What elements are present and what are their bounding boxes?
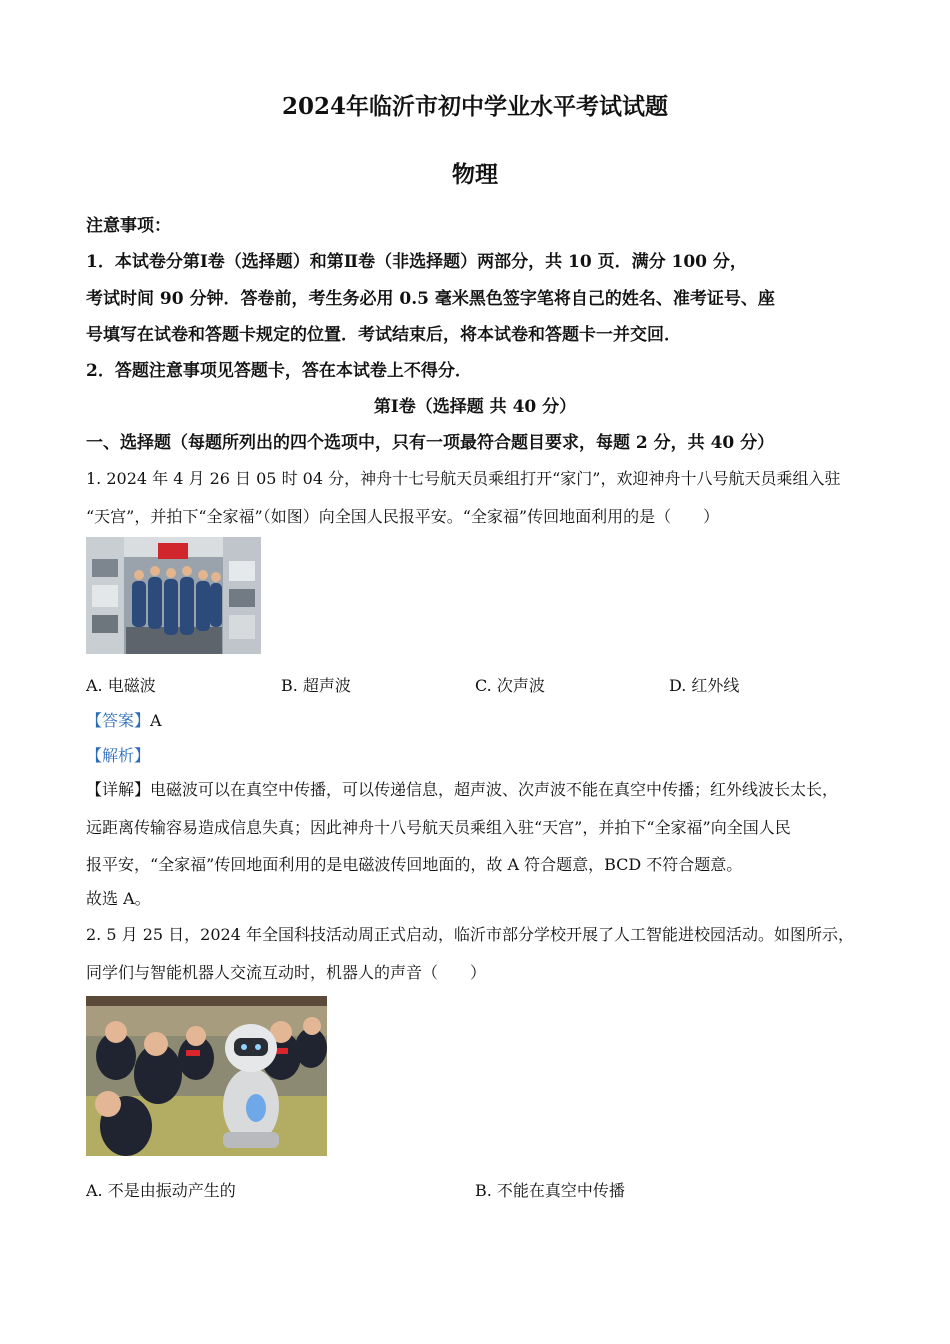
q2-option-b: B. 不能在真空中传播 bbox=[475, 1181, 625, 1200]
detail-text-1: 电磁波可以在真空中传播，可以传递信息，超声波、次声波不能在真空中传播；红外线波长太长， bbox=[150, 780, 839, 799]
q1-option-a: A. 电磁波 bbox=[86, 676, 156, 695]
q2-stem-line-2: 同学们与智能机器人交流互动时，机器人的声音（ ） bbox=[86, 963, 487, 982]
notice-line-1: 1．本试卷分第Ⅰ卷（选择题）和第Ⅱ卷（非选择题）两部分，共 10 页．满分 100 分， bbox=[86, 252, 747, 272]
answer-tag: 【答案】 bbox=[86, 711, 151, 730]
q1-detail-line-2: 远距离传输容易造成信息失真；因此神舟十八号航天员乘组入驻“天宫”，并拍下“全家福”向全国人民 bbox=[86, 818, 791, 837]
notice-line-4: 2．答题注意事项见答题卡，答在本试卷上不得分． bbox=[86, 361, 472, 381]
volume-heading: 第Ⅰ卷（选择题 共 40 分） bbox=[373, 397, 577, 417]
exam-title: 2024年临沂市初中学业水平考试试题 bbox=[281, 93, 668, 120]
q1-detail-line-1 bbox=[86, 777, 838, 800]
q1-stem-line-1: 1. 2024 年 4 月 26 日 05 时 04 分，神舟十七号航天员乘组打开“家门”，欢迎神舟十八号航天员乘组入驻 bbox=[86, 469, 841, 488]
q1-conclusion: 故选 A。 bbox=[86, 889, 151, 908]
detail-tag: 【详解】 bbox=[86, 780, 151, 799]
notice-line-3: 号填写在试卷和答题卡规定的位置．考试结束后，将本试卷和答题卡一并交回． bbox=[86, 325, 681, 345]
answer-value: A bbox=[150, 711, 162, 730]
q2-option-a: A. 不是由振动产生的 bbox=[86, 1181, 236, 1200]
q1-detail-line-3: 报平安，“全家福”传回地面利用的是电磁波传回地面的，故 A 符合题意，BCD 不符合题意。 bbox=[86, 855, 743, 874]
notice-line-2: 考试时间 90 分钟．答卷前，考生务必用 0.5 毫米黑色签字笔将自己的姓名、准考证号、座 bbox=[86, 289, 775, 309]
q1-answer bbox=[86, 708, 162, 731]
analysis-tag: 【解析】 bbox=[86, 746, 151, 765]
q1-option-d: D. 红外线 bbox=[669, 676, 740, 695]
notice-heading: 注意事项： bbox=[86, 216, 171, 236]
space-station-photo bbox=[86, 537, 261, 654]
subject-title: 物理 bbox=[452, 161, 498, 188]
q1-option-c: C. 次声波 bbox=[475, 676, 545, 695]
section-heading: 一、选择题（每题所列出的四个选项中，只有一项最符合题目要求，每题 2 分，共 40 分） bbox=[86, 433, 775, 453]
robot-classroom-photo bbox=[86, 996, 327, 1156]
q1-stem-line-2: “天宫”，并拍下“全家福”（如图）向全国人民报平安。“全家福”传回地面利用的是（ ） bbox=[86, 507, 720, 526]
q2-stem-line-1: 2. 5 月 25 日，2024 年全国科技活动周正式启动，临沂市部分学校开展了人工智能进校园活动。如图所示， bbox=[86, 925, 854, 944]
q1-option-b: B. 超声波 bbox=[281, 676, 351, 695]
